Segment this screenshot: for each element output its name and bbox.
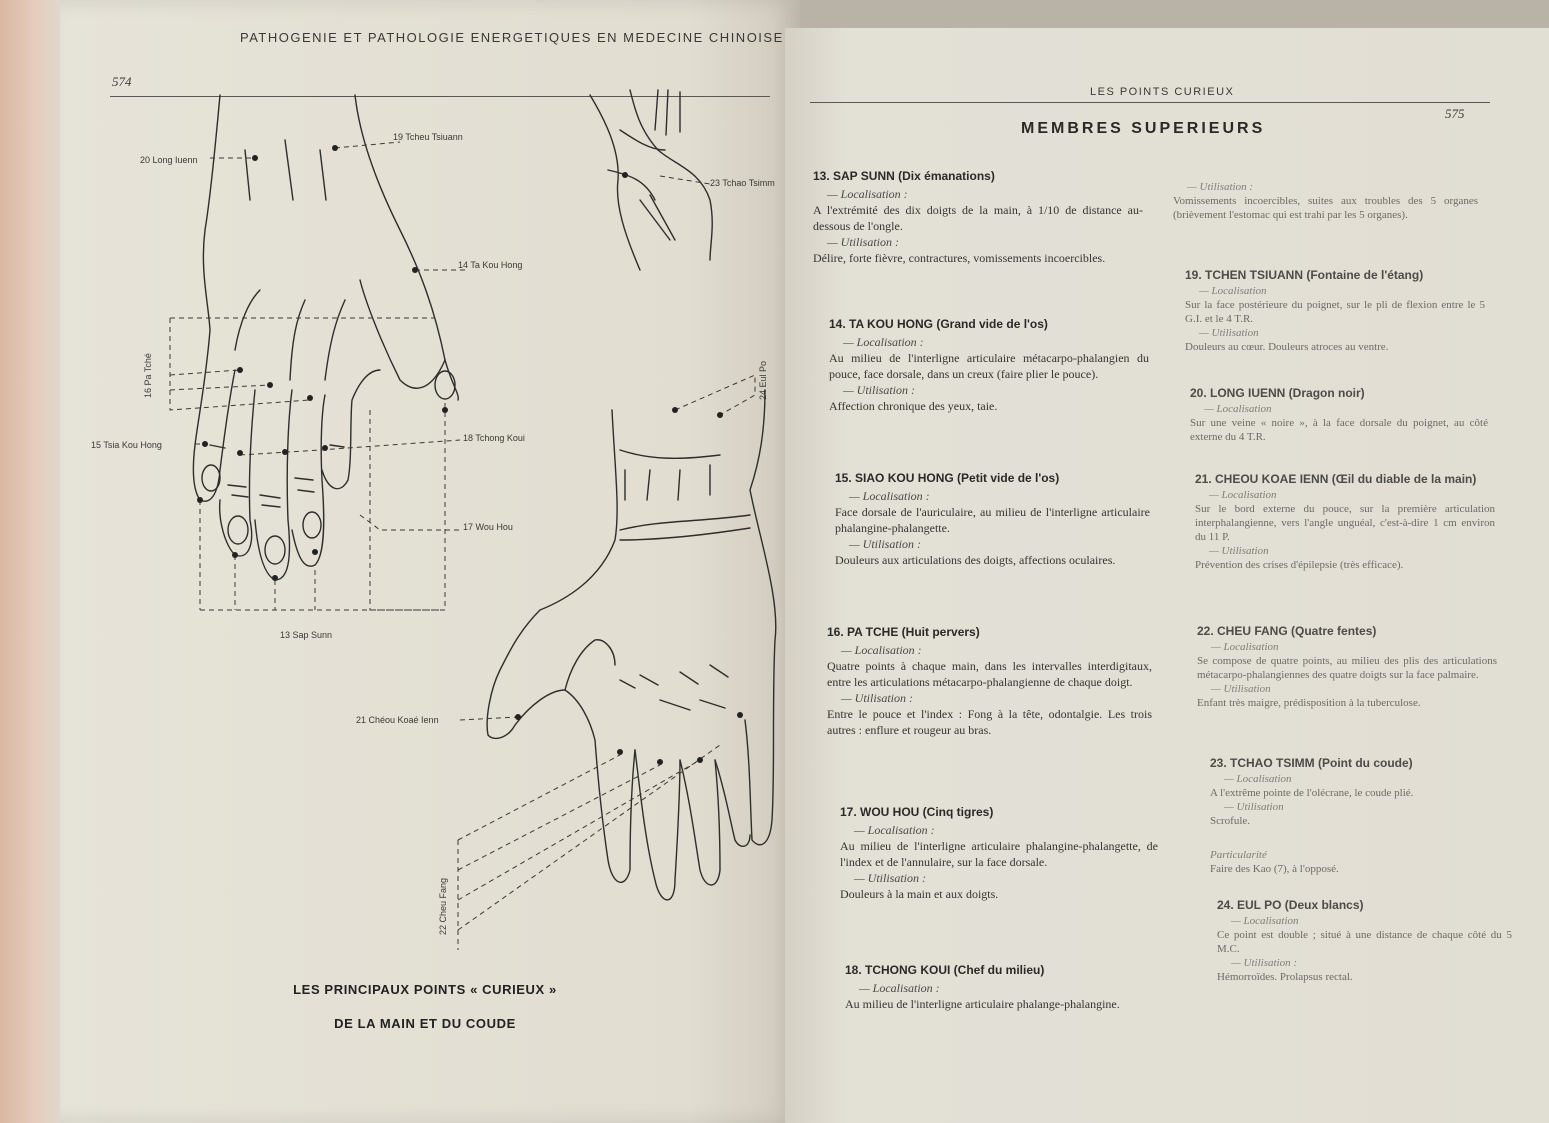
entry-24: [1217, 898, 1512, 984]
entry-heading: 19. TCHEN TSIUANN (Fontaine de l'étang): [1185, 268, 1424, 282]
localisation-text: Sur la face postérieure du poignet, sur le pli de flexion entre le 5 G.I. et le 4 T.R.: [1185, 299, 1485, 325]
entry-23: [1210, 756, 1500, 828]
localisation-text: Sur une veine « noire », à la face dorsale du poignet, au côté externe du 4 T.R.: [1190, 417, 1488, 443]
entry-heading: 18. TCHONG KOUI (Chef du milieu): [845, 963, 1045, 977]
label-point-21: 21 Chéou Koaé Ienn: [356, 715, 439, 725]
page-number-left: 574: [112, 74, 132, 89]
entry-18: [845, 962, 1165, 1012]
label-point-18: 18 Tchong Koui: [463, 433, 525, 443]
localisation-label: — Localisation: [1211, 641, 1279, 653]
entry-23-particularite: [1210, 848, 1500, 876]
utilisation-text: Douleurs à la main et aux doigts.: [840, 887, 999, 901]
localisation-text: Sur le bord externe du pouce, sur la première articulation interphalangienne, vers l'angle unguéal, c'est-à-dire 1 cm environ du 11 P.: [1195, 503, 1495, 543]
entry-heading: 13. SAP SUNN (Dix émanations): [813, 169, 995, 183]
localisation-text: A l'extrémité des dix doigts de la main, à 1/10 de distance au-dessous de l'ongle.: [813, 203, 1143, 233]
entry-17: [840, 804, 1158, 902]
localisation-text: Au milieu de l'interligne articulaire métacarpo-phalangien du pouce, face dorsale, dans un creux (faire plier le pouce).: [829, 351, 1149, 381]
entry-heading: 17. WOU HOU (Cinq tigres): [840, 805, 994, 819]
entry-heading: 14. TA KOU HONG (Grand vide de l'os): [829, 317, 1048, 331]
hand-illustrations: [60, 0, 800, 1123]
localisation-text: Au milieu de l'interligne articulaire phalange-phalangine.: [845, 997, 1120, 1011]
utilisation-label: — Utilisation: [1199, 327, 1259, 339]
utilisation-text: Délire, forte fièvre, contractures, vomissements incoercibles.: [813, 251, 1106, 265]
label-point-22: 22 Cheu Fang: [438, 877, 448, 935]
localisation-label: — Localisation: [1209, 489, 1277, 501]
left-page: [60, 0, 800, 1123]
utilisation-label: — Utilisation :: [827, 235, 900, 249]
localisation-label: — Localisation :: [849, 489, 930, 503]
label-point-13: 13 Sap Sunn: [280, 630, 333, 640]
entry-22: [1197, 624, 1497, 710]
particularite-text: Faire des Kao (7), à l'opposé.: [1210, 863, 1339, 875]
entry-19: [1185, 268, 1485, 354]
entry-heading: 24. EUL PO (Deux blancs): [1217, 898, 1364, 912]
utilisation-text: Prévention des crises d'épilepsie (très efficace).: [1195, 559, 1404, 571]
localisation-label: — Localisation :: [854, 823, 935, 837]
localisation-label: — Localisation: [1224, 773, 1292, 785]
localisation-label: — Localisation :: [827, 187, 908, 201]
localisation-text: Face dorsale de l'auriculaire, au milieu de l'interligne articulaire phalangine-phalangette.: [835, 505, 1150, 535]
utilisation-label: — Utilisation :: [1231, 957, 1298, 969]
header-rule-right: [810, 102, 1490, 103]
entry-heading: 15. SIAO KOU HONG (Petit vide de l'os): [835, 471, 1060, 485]
utilisation-label: — Utilisation: [1209, 545, 1269, 557]
page-edges: [0, 0, 60, 1123]
page-number-right: 575: [1445, 106, 1465, 121]
running-head-right: LES POINTS CURIEUX: [1090, 86, 1235, 98]
utilisation-text: Douleurs aux articulations des doigts, affections oculaires.: [835, 553, 1116, 567]
utilisation-text: Vomissements incoercibles, suites aux troubles des 5 organes (brièvement l'estomac qui est trahi par les 5 organes).: [1173, 195, 1478, 221]
label-point-14: 14 Ta Kou Hong: [458, 260, 523, 270]
section-title: MEMBRES SUPERIEURS: [1021, 120, 1266, 137]
figure-caption-line2: DE LA MAIN ET DU COUDE: [334, 1016, 516, 1031]
entry-21: [1195, 472, 1495, 572]
label-point-19: 19 Tcheu Tsiuann: [393, 132, 463, 142]
utilisation-label: — Utilisation: [1224, 801, 1284, 813]
figure-caption-line1: LES PRINCIPAUX POINTS « CURIEUX »: [293, 982, 557, 997]
localisation-label: — Localisation :: [841, 643, 922, 657]
entry-14: [829, 316, 1149, 414]
entry-heading: 22. CHEU FANG (Quatre fentes): [1197, 624, 1377, 638]
utilisation-text: Hémorroïdes. Prolapsus rectal.: [1217, 971, 1353, 983]
entry-16: [827, 624, 1152, 738]
utilisation-text: Douleurs au cœur. Douleurs atroces au ventre.: [1185, 341, 1389, 353]
particularite-label: Particularité: [1210, 849, 1267, 861]
utilisation-text: Affection chronique des yeux, taie.: [829, 399, 998, 413]
label-point-24: 24 Eul Po: [758, 360, 768, 400]
localisation-text: Quatre points à chaque main, dans les intervalles interdigitaux, entre les articulations métacarpo-phalangienne de chaque doigt.: [827, 659, 1152, 689]
label-point-16: 16 Pa Tché: [143, 353, 153, 398]
localisation-text: Se compose de quatre points, au milieu des plis des articulations métacarpo-phalangiennes des quatre doigts sur la face palmaire.: [1197, 655, 1497, 681]
utilisation-label: — Utilisation: [1211, 683, 1271, 695]
localisation-label: — Localisation: [1204, 403, 1272, 415]
entry-13: [813, 168, 1143, 266]
right-page: [785, 28, 1549, 1123]
localisation-label: — Localisation: [1231, 915, 1299, 927]
utilisation-text: Scrofule.: [1210, 815, 1251, 827]
entry-18-continued: [1173, 180, 1478, 222]
entry-20: [1190, 386, 1488, 444]
label-point-15: 15 Tsia Kou Hong: [91, 440, 162, 450]
utilisation-label: — Utilisation :: [843, 383, 916, 397]
localisation-label: — Localisation: [1199, 285, 1267, 297]
utilisation-label: — Utilisation :: [854, 871, 927, 885]
utilisation-label: — Utilisation :: [1187, 181, 1254, 193]
utilisation-text: Enfant très maigre, prédisposition à la tuberculose.: [1197, 697, 1421, 709]
entry-15: [835, 470, 1150, 568]
entry-heading: 16. PA TCHE (Huit pervers): [827, 625, 980, 639]
utilisation-label: — Utilisation :: [841, 691, 914, 705]
entry-heading: 21. CHEOU KOAE IENN (Œil du diable de la main): [1195, 472, 1477, 486]
localisation-text: Au milieu de l'interligne articulaire phalangine-phalangette, de l'index et de l'annulaire, sur la face dorsale.: [840, 839, 1158, 869]
localisation-label: — Localisation :: [859, 981, 940, 995]
running-head-left: PATHOGENIE ET PATHOLOGIE ENERGETIQUES EN MEDECINE CHINOISE: [240, 30, 784, 45]
label-point-23: 23 Tchao Tsimm: [710, 178, 775, 188]
label-point-17: 17 Wou Hou: [463, 522, 513, 532]
entry-heading: 20. LONG IUENN (Dragon noir): [1190, 386, 1365, 400]
localisation-text: A l'extrême pointe de l'olécrane, le coude plié.: [1210, 787, 1414, 799]
localisation-label: — Localisation :: [843, 335, 924, 349]
label-point-20: 20 Long Iuenn: [140, 155, 198, 165]
utilisation-label: — Utilisation :: [849, 537, 922, 551]
utilisation-text: Entre le pouce et l'index : Fong à la tête, odontalgie. Les trois autres : enflure et rougeur au bras.: [827, 707, 1152, 737]
entry-heading: 23. TCHAO TSIMM (Point du coude): [1210, 756, 1413, 770]
localisation-text: Ce point est double ; situé à une distance de chaque côté du 5 M.C.: [1217, 929, 1512, 955]
